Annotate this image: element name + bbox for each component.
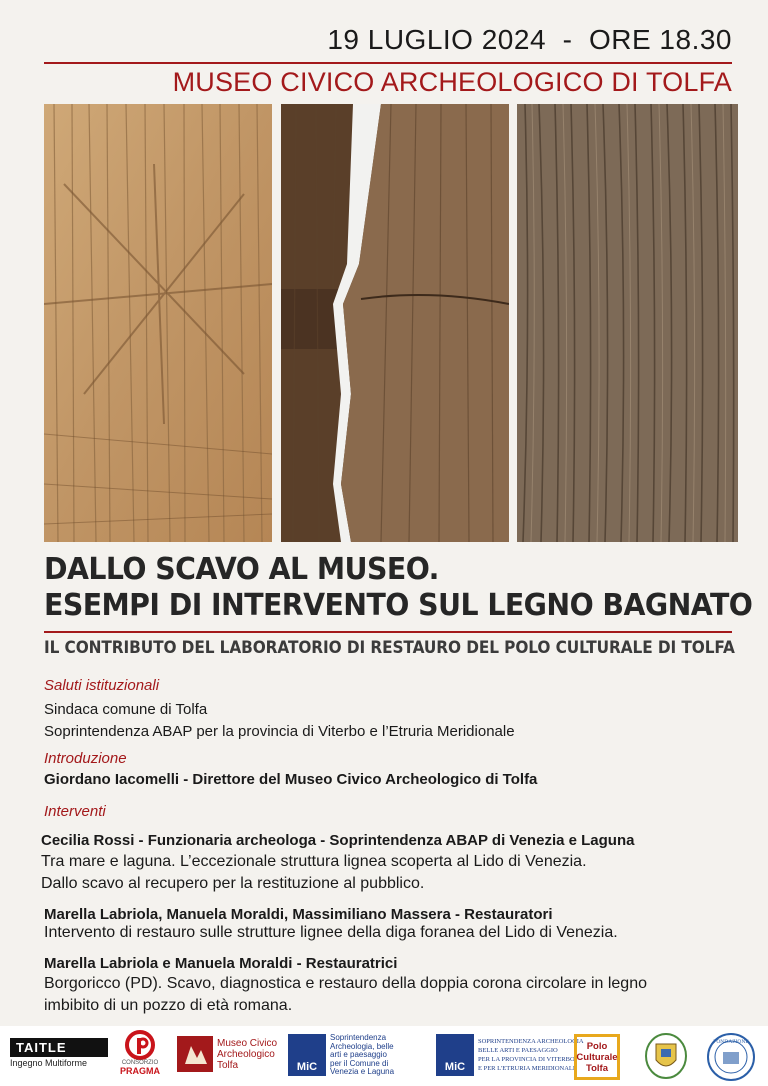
talk-speaker: Cecilia Rossi - Funzionaria archeologa - Soprintendenza ABAP di Venezia e Laguna (41, 832, 635, 849)
mic-venezia-line: per il Comune di (330, 1058, 389, 1068)
mic-venezia-line: Soprintendenza (330, 1033, 387, 1042)
polo-line: Polo (586, 1040, 608, 1052)
wood-photo-weathered (517, 104, 738, 542)
taitle-name: TAITLE (10, 1038, 108, 1057)
event-venue: MUSEO CIVICO ARCHEOLOGICO DI TOLFA (172, 67, 732, 97)
photo-strip (44, 104, 738, 542)
top-divider (44, 62, 732, 64)
taitle-tagline: Ingegno Multiforme (10, 1058, 88, 1068)
section-saluti-label: Saluti istituzionali (44, 677, 160, 694)
polo-culturale-logo (574, 1034, 620, 1080)
comune-crest (644, 1032, 688, 1080)
fondazione-name: FONDAZIONE (713, 1039, 749, 1045)
fondazione-logo (704, 1030, 758, 1084)
talk-line: Intervento di restauro sulle strutture lignee della diga foranea del Lido di Venezia. (44, 924, 618, 941)
talk-line: Borgoricco (PD). Scavo, diagnostica e restauro della doppia corona circolare in legno (44, 975, 647, 992)
talk-line: Dallo scavo al recupero per la restituzione al pubblico. (41, 875, 425, 892)
pragma-name: PRAGMA (120, 1066, 160, 1076)
polo-line: Tolfa (586, 1062, 608, 1074)
talk-line: imbibito di un pozzo di età romana. (44, 997, 293, 1014)
introduzione-speaker: Giordano Iacomelli - Direttore del Museo Civico Archeologico di Tolfa (44, 771, 538, 788)
pragma-mark-icon (125, 1030, 155, 1060)
taitle-logo (10, 1038, 108, 1068)
saluti-line: Soprintendenza ABAP per la provincia di Viterbo e l’Etruria Meridionale (44, 723, 515, 740)
mic-viterbo-logo (436, 1034, 584, 1076)
pragma-logo (118, 1030, 162, 1076)
talk-line: Tra mare e laguna. L’eccezionale struttura lignea scoperta al Lido di Venezia. (41, 853, 587, 870)
event-title (44, 552, 752, 624)
mic-venezia-line: Venezia e Laguna (330, 1067, 395, 1077)
title-line-1: DALLO SCAVO AL MUSEO. (44, 552, 439, 587)
title-divider (44, 631, 732, 633)
museo-emblem-icon (177, 1036, 213, 1072)
mic-venezia-text (330, 1034, 394, 1077)
sponsor-logo-bar (0, 1026, 768, 1086)
museo-civico-logo (177, 1036, 277, 1072)
mic-venezia-logo (288, 1034, 394, 1077)
mic-viterbo-text (478, 1037, 584, 1073)
talk-speaker: Marella Labriola, Manuela Moraldi, Massimiliano Massera - Restauratori (44, 906, 553, 923)
title-line-2: ESEMPI DI INTERVENTO SUL LEGNO BAGNATO (44, 588, 753, 623)
mic-viterbo-line: E PER L'ETRURIA MERIDIONALE (478, 1065, 577, 1072)
section-interventi-label: Interventi (44, 803, 106, 820)
event-subtitle: IL CONTRIBUTO DEL LABORATORIO DI RESTAURO DEL POLO CULTURALE DI TOLFA (44, 638, 735, 657)
fondazione-seal-icon (706, 1032, 756, 1082)
pragma-top: CONSORZIO (121, 1060, 159, 1066)
museo-line: Archeologico (217, 1048, 275, 1060)
crest-icon (644, 1032, 688, 1080)
mic-viterbo-line: SOPRINTENDENZA ARCHEOLOGIA (478, 1038, 584, 1045)
museo-text (217, 1038, 277, 1071)
saluti-line: Sindaca comune di Tolfa (44, 701, 208, 718)
mic-viterbo-badge: MiC (436, 1034, 474, 1076)
wood-photo-dark (281, 104, 509, 542)
wood-photo-light (44, 104, 272, 542)
museo-line: Tolfa (217, 1059, 239, 1071)
mic-venezia-badge: MiC (288, 1034, 326, 1076)
museo-line: Museo Civico (217, 1037, 278, 1049)
mic-viterbo-line: BELLE ARTI E PAESAGGIO (478, 1047, 558, 1054)
mic-venezia-line: Archeologia, belle (330, 1041, 394, 1051)
talk-speaker: Marella Labriola e Manuela Moraldi - Restauratrici (44, 955, 398, 972)
mic-viterbo-line: PER LA PROVINCIA DI VITERBO (478, 1056, 575, 1063)
polo-line: Culturale (576, 1051, 618, 1063)
mic-venezia-line: arti e paesaggio (330, 1050, 387, 1060)
section-introduzione-label: Introduzione (44, 750, 127, 767)
event-date-time: 19 LUGLIO 2024 - ORE 18.30 (327, 24, 732, 55)
